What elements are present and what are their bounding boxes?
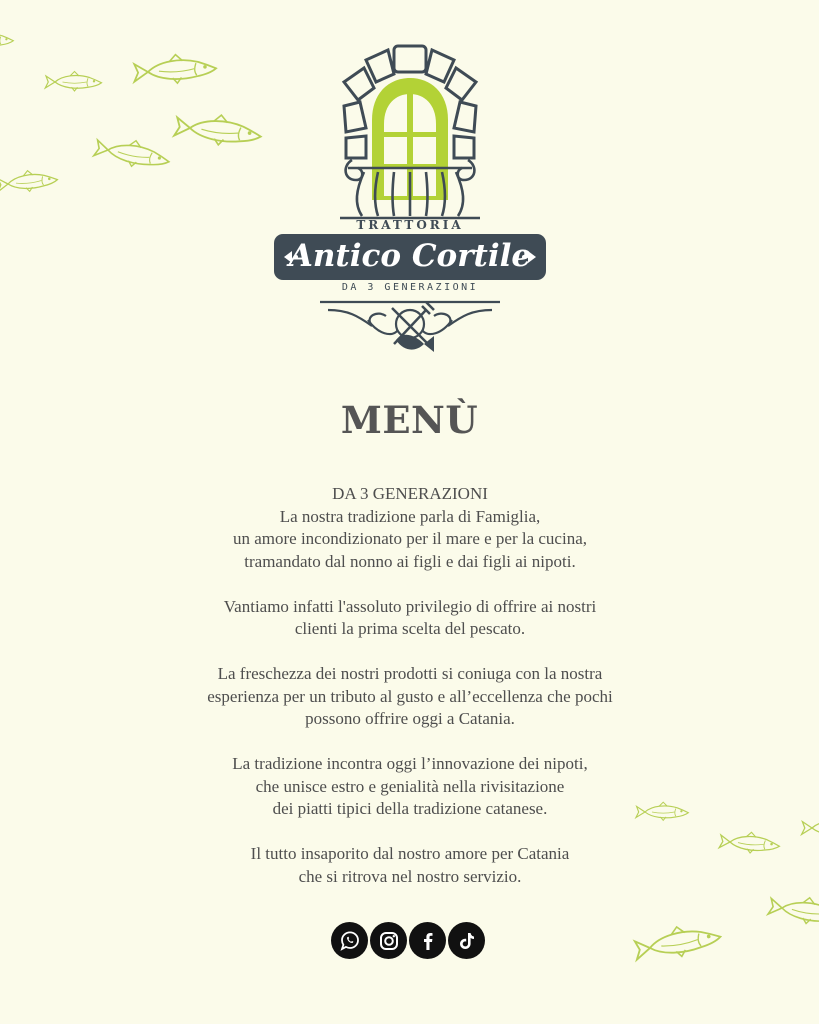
logo-trattoria-text: TRATTORIA [356,218,464,232]
intro-text [110,483,710,888]
instagram-icon [377,929,401,953]
restaurant-logo [268,40,552,360]
text-line: che unisce estro e genialità nella rivisitazione [255,776,565,796]
text-line: dei piatti tipici della tradizione catanese. [272,799,548,818]
text-line: Vantiamo infatti l'assoluto privilegio di offrire ai nostri [223,596,597,616]
text-line: che si ritrova nel nostro servizio. [298,866,522,886]
tiktok-icon [455,929,479,953]
page-title: MENÙ [340,398,479,442]
text-line: clienti la prima scelta del pescato. [294,619,526,638]
intro-heading: DA 3 GENERAZIONI [332,484,488,503]
text-line: La nostra tradizione parla di Famiglia, [279,506,541,526]
text-line: esperienza per un tributo al gusto e all’eccellenza che pochi [207,686,613,706]
text-line: La tradizione incontra oggi l’innovazione dei nipoti, [232,754,588,773]
logo-tagline: DA 3 GENERAZIONI [341,282,479,293]
logo-restaurant-name: Antico Cortile [288,238,532,274]
intro-paragraph [110,753,710,821]
text-line: possono offrire oggi a Catania. [305,709,515,728]
facebook-link[interactable] [409,922,446,959]
text-line: tramandato dal nonno ai figli e dai figli ai nipoti. [244,551,576,571]
whatsapp-icon [338,929,362,953]
arched-window-icon [268,40,552,360]
tiktok-link[interactable] [448,922,485,959]
text-line: La freschezza dei nostri prodotti si coniuga con la nostra [217,664,603,683]
intro-paragraph [110,843,710,888]
social-links [331,922,491,962]
facebook-icon [416,929,440,953]
intro-paragraph [110,483,710,573]
intro-paragraph [110,663,710,731]
text-line: un amore incondizionato per il mare e per la cucina, [232,529,587,548]
instagram-link[interactable] [370,922,407,959]
whatsapp-link[interactable] [331,922,368,959]
intro-paragraph [110,596,710,641]
text-line: Il tutto insaporito dal nostro amore per Catania [250,844,570,863]
